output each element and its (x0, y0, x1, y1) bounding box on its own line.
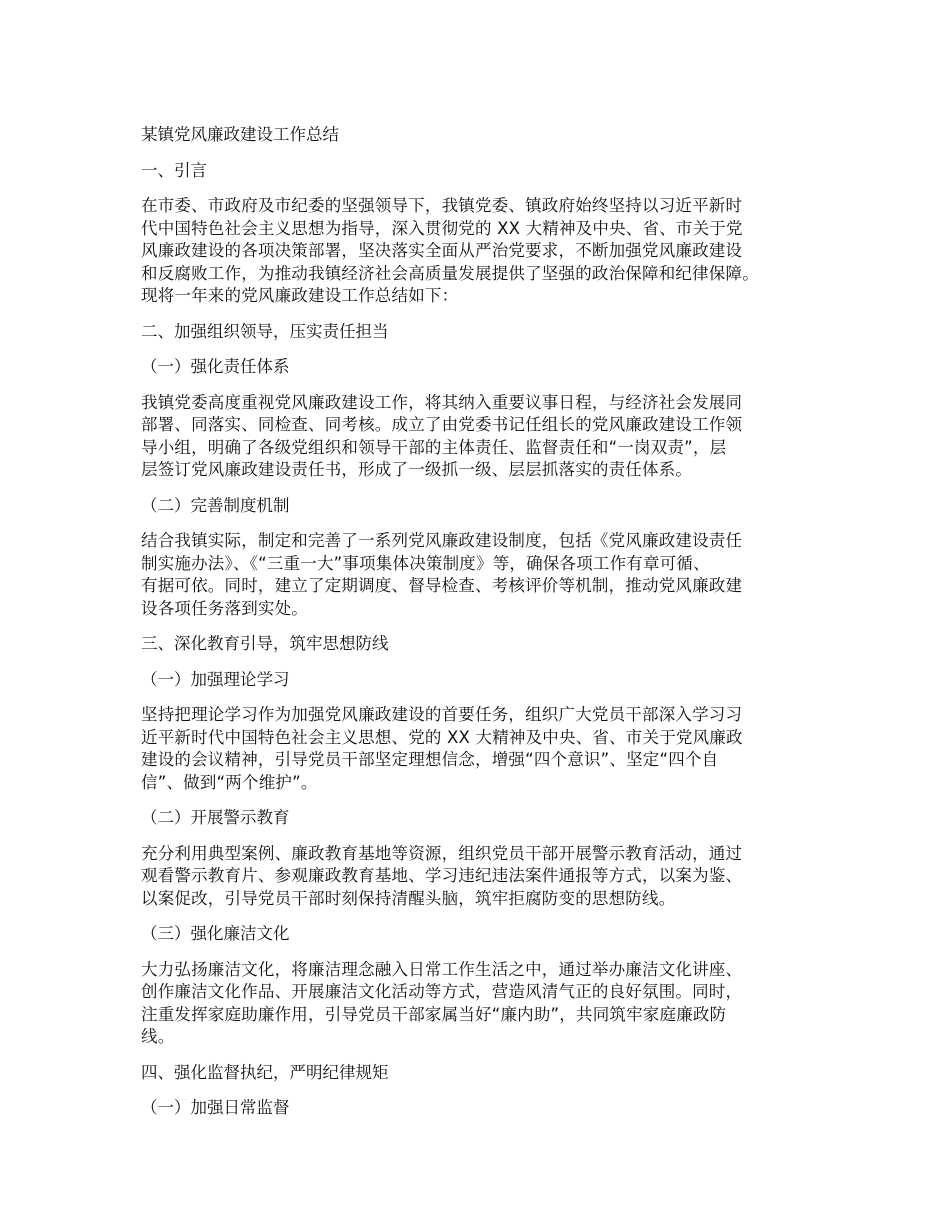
document-page (141, 124, 831, 1133)
paragraph-warning (141, 843, 831, 911)
section-heading-organization: 二、加强组织领导，压实责任担当 (141, 321, 389, 341)
paragraph-line: 在市委、市政府及市纪委的坚强领导下，我镇党委、镇政府始终坚持以习近平新时 (141, 196, 743, 215)
paragraph-line: 结合我镇实际，制定和完善了一系列党风廉政建设制度，包括《党风廉政建设责任 (141, 531, 743, 550)
paragraph-responsibility (141, 392, 831, 482)
subsection-heading-daily-supervision: （一）加强日常监督 (141, 1098, 290, 1117)
subsection-heading-theory: （一）加强理论学习 (141, 669, 290, 689)
section-heading-supervision: 四、强化监督执纪，严明纪律规矩 (141, 1062, 389, 1082)
paragraph-line: 注重发挥家庭助廉作用，引导党员干部家属当好“廉内助”，共同筑牢家庭廉政防 (141, 1004, 727, 1024)
paragraph-theory (141, 704, 831, 794)
paragraph-line: 现将一年来的党风廉政建设工作总结如下： (141, 286, 459, 305)
paragraph-introduction (141, 195, 831, 308)
paragraph-line: 设各项任务落到实处。 (141, 598, 308, 618)
paragraph-line: 以案促改，引导党员干部时刻保持清醒头脑，筑牢拒腐防变的思想防线。 (141, 888, 676, 908)
section-heading-introduction: 一、引言 (141, 160, 207, 180)
paragraph-line: 近平新时代中国特色社会主义思想、党的 XX 大精神及中央、省、市关于党风廉政 (141, 727, 743, 747)
paragraph-line: 代中国特色社会主义思想为指导，深入贯彻党的 XX 大精神及中央、省、市关于党 (141, 218, 743, 238)
paragraph-line: 创作廉洁文化作品、开展廉洁文化活动等方式，营造风清气正的良好氛围。同时， (141, 982, 743, 1001)
subsection-heading-warning: （二）开展警示教育 (141, 808, 290, 827)
paragraph-line: 观看警示教育片、参观廉政教育基地、学习违纪违法案件通报等方式，以案为鉴、 (141, 866, 743, 885)
paragraph-line: 线。 (141, 1027, 175, 1046)
paragraph-line: 制实施办法》、《“三重一大”事项集体决策制度》等，确保各项工作有章可循、 (141, 553, 710, 573)
paragraph-line: 建设的会议精神，引导党员干部坚定理想信念，增强“四个意识”、坚定“四个自 (141, 750, 719, 769)
paragraph-line: 层签订党风廉政建设责任书，形成了一级抓一级、层层抓落实的责任体系。 (141, 460, 693, 479)
paragraph-line: 风廉政建设的各项决策部署，坚决落实全面从严治党要求，不断加强党风廉政建设 (141, 241, 743, 260)
paragraph-line: 和反腐败工作，为推动我镇经济社会高质量发展提供了坚强的政治保障和纪律保障。 (141, 263, 759, 283)
paragraph-line: 大力弘扬廉洁文化，将廉洁理念融入日常工作生活之中，通过举办廉洁文化讲座、 (141, 959, 743, 979)
paragraph-line: 信”、做到“两个维护”。 (141, 772, 318, 792)
paragraph-line: 有据可依。同时，建立了定期调度、督导检查、考核评价等机制，推动党风廉政建 (141, 576, 743, 595)
subsection-heading-responsibility: （一）强化责任体系 (141, 357, 290, 376)
paragraph-line: 导小组，明确了各级党组织和领导干部的主体责任、监督责任和“一岗双责”，层 (141, 437, 727, 457)
paragraph-institutions (141, 530, 831, 620)
paragraph-line: 坚持把理论学习作为加强党风廉政建设的首要任务，组织广大党员干部深入学习习 (141, 705, 743, 724)
subsection-heading-institutions: （二）完善制度机制 (141, 495, 290, 515)
paragraph-line: 充分利用典型案例、廉政教育基地等资源，组织党员干部开展警示教育活动，通过 (141, 843, 743, 863)
paragraph-line: 部署、同落实、同检查、同考核。成立了由党委书记任组长的党风廉政建设工作领 (141, 415, 743, 434)
paragraph-culture (141, 959, 831, 1049)
document-title: 某镇党风廉政建设工作总结 (141, 125, 339, 144)
paragraph-line: 我镇党委高度重视党风廉政建设工作，将其纳入重要议事日程，与经济社会发展同 (141, 392, 743, 412)
section-heading-education: 三、深化教育引导，筑牢思想防线 (141, 634, 389, 653)
subsection-heading-culture: （三）强化廉洁文化 (141, 924, 290, 943)
